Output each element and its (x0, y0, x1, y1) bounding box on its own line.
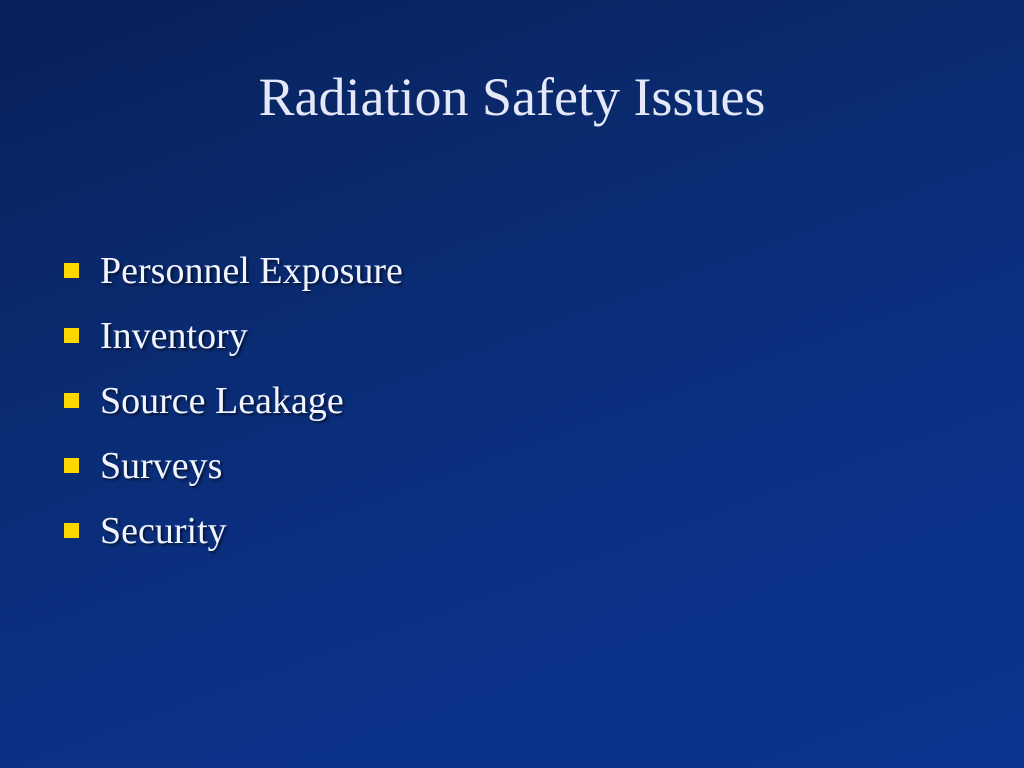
square-bullet-icon (64, 393, 79, 408)
square-bullet-icon (64, 263, 79, 278)
square-bullet-icon (64, 328, 79, 343)
bullet-text: Security (100, 509, 227, 552)
bullet-text: Inventory (100, 314, 248, 357)
bullet-text: Source Leakage (100, 379, 344, 422)
square-bullet-icon (64, 458, 79, 473)
slide-title: Radiation Safety Issues (258, 67, 766, 127)
bullet-text: Surveys (100, 444, 223, 487)
bullet-list (64, 238, 403, 563)
bullet-item (64, 498, 403, 563)
bullet-item (64, 433, 403, 498)
bullet-item (64, 368, 403, 433)
bullet-text: Personnel Exposure (100, 249, 403, 292)
square-bullet-icon (64, 523, 79, 538)
bullet-item (64, 303, 403, 368)
bullet-item (64, 238, 403, 303)
